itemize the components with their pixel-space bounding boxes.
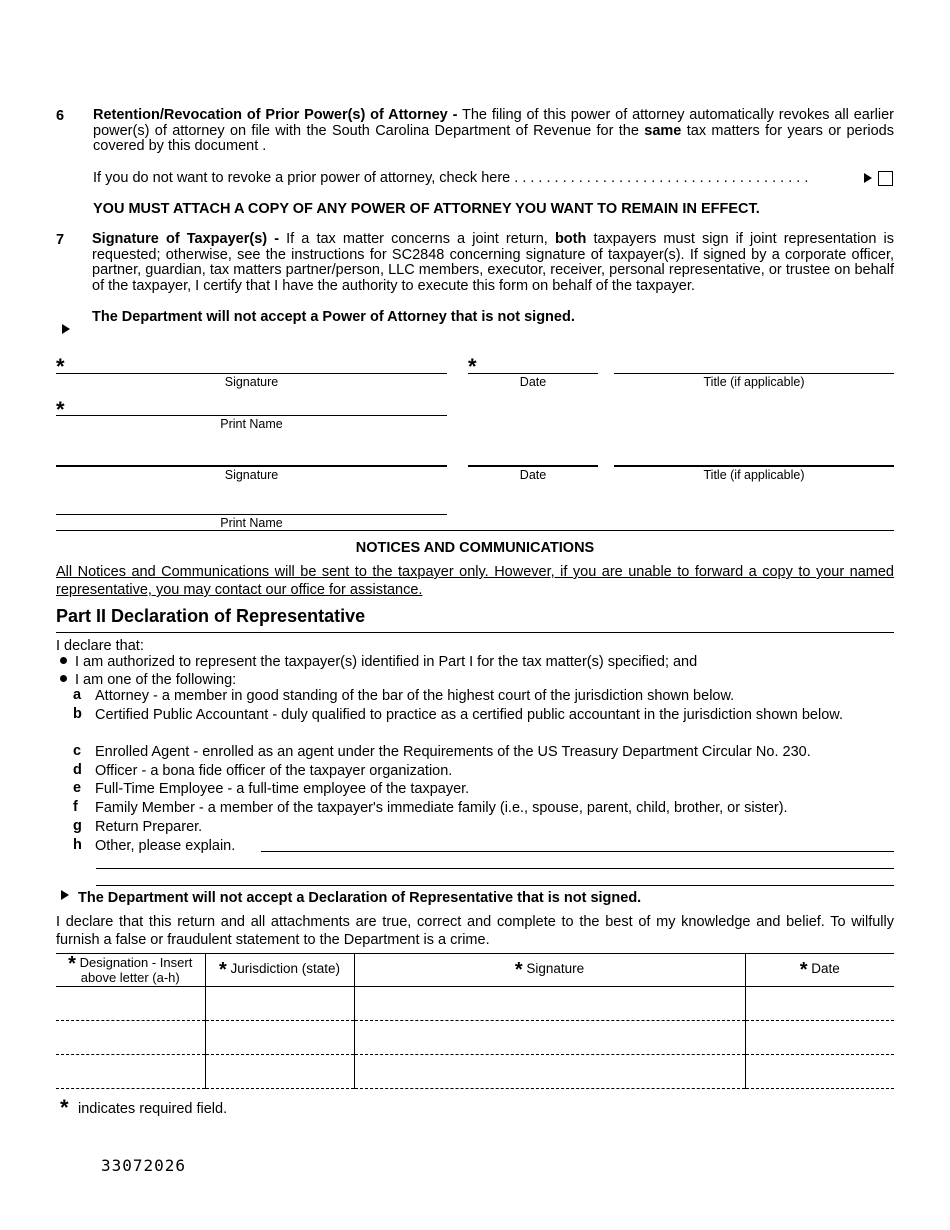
arrow-right-icon	[62, 324, 70, 334]
designation-header: * Designation - Insert above letter (a-h)	[56, 954, 205, 987]
date-cell[interactable]	[745, 1021, 894, 1055]
revoke-checkbox-label: If you do not want to revoke a prior power of attorney, check here . . . . . . . . . . . . . . . . . . . . . . . . . . . . . . . . . . . . .	[93, 170, 809, 186]
signature-1-line[interactable]	[56, 373, 447, 374]
jurisdiction-cell[interactable]	[205, 1055, 354, 1089]
signature-caption: Signature	[224, 468, 279, 482]
option-c-text: Enrolled Agent - enrolled as an agent under the Requirements of the US Treasury Department Circular No. 230.	[95, 744, 811, 760]
date-1-line[interactable]	[468, 373, 598, 374]
date-2-line[interactable]	[468, 465, 598, 467]
explain-line-3[interactable]	[96, 885, 894, 886]
declare-intro: I declare that:	[56, 638, 144, 654]
jurisdiction-cell[interactable]	[205, 1021, 354, 1055]
option-g-text: Return Preparer.	[95, 819, 203, 835]
designation-cell[interactable]	[56, 1055, 205, 1089]
section-7-number: 7	[56, 232, 65, 248]
option-b-letter: b	[73, 706, 82, 722]
date-caption: Date	[519, 375, 547, 389]
option-f-text: Family Member - a member of the taxpayer's immediate family (i.e., spouse, parent, child, brother, or sister).	[95, 800, 788, 816]
option-f-letter: f	[73, 799, 78, 815]
table-row	[56, 1021, 894, 1055]
option-d-letter: d	[73, 762, 82, 778]
print-name-2-line[interactable]	[56, 514, 447, 515]
notices-heading: NOTICES AND COMMUNICATIONS	[355, 540, 595, 556]
option-a-letter: a	[73, 687, 82, 703]
signature-cell[interactable]	[354, 1021, 745, 1055]
section-6-title: Retention/Revocation of Prior Power(s) of Attorney -	[93, 107, 458, 123]
option-e-text: Full-Time Employee - a full-time employee of the taxpayer.	[95, 781, 470, 797]
part-2-heading: Part II Declaration of Representative	[56, 606, 366, 626]
print-name-caption: Print Name	[220, 516, 283, 530]
table-row	[56, 987, 894, 1021]
required-field-note: indicates required field.	[78, 1101, 228, 1117]
signature-cell[interactable]	[354, 1055, 745, 1089]
required-asterisk: *	[56, 397, 65, 422]
date-caption: Date	[519, 468, 547, 482]
declaration-bullet-2: I am one of the following:	[75, 672, 237, 688]
explain-line-1[interactable]	[261, 851, 894, 852]
table-row	[56, 1055, 894, 1089]
explain-line-2[interactable]	[96, 868, 894, 869]
form-code: 33072026	[101, 1156, 187, 1175]
declaration-signature-warning: The Department will not accept a Declaration of Representative that is not signed.	[78, 890, 642, 906]
section-7-paragraph: Signature of Taxpayer(s) - If a tax matter concerns a joint return, both taxpayers must sign if joint representation is requested; otherwise, see the instructions for SC2848 concerning signature of taxpayer(s). If signed by a corporate officer, partner, guardian, tax matters partner/person, LLC members, executor, receiver, personal representative, or trustee on behalf of the taxpayer, I certify that I have the authority to execute this form on behalf of the taxpayer.	[92, 231, 895, 294]
representative-table	[56, 953, 894, 1089]
section-6-paragraph: Retention/Revocation of Prior Power(s) of Attorney - The filing of this power of attorney automatically revokes all earlier power(s) of attorney on file with the South Carolina Department of Revenue for the same tax matters for years or periods covered by this document .	[93, 107, 894, 154]
signature-header: * Signature	[354, 954, 745, 987]
required-asterisk: *	[60, 1095, 69, 1120]
print-name-caption: Print Name	[220, 417, 283, 431]
perjury-statement: I declare that this return and all attachments are true, correct and complete to the best of my knowledge and belief. To wilfully furnish a false or fraudulent statement to the Department is a crime.	[56, 914, 894, 948]
date-cell[interactable]	[745, 987, 894, 1021]
designation-cell[interactable]	[56, 1021, 205, 1055]
jurisdiction-header: * Jurisdiction (state)	[205, 954, 354, 987]
revoke-checkbox[interactable]	[878, 171, 893, 186]
designation-cell[interactable]	[56, 987, 205, 1021]
required-asterisk: *	[56, 354, 65, 379]
section-7-title: Signature of Taxpayer(s) -	[92, 231, 280, 247]
arrow-right-icon	[61, 890, 69, 900]
title-2-line[interactable]	[614, 465, 894, 467]
signature-caption: Signature	[224, 375, 279, 389]
date-cell[interactable]	[745, 1055, 894, 1089]
option-g-letter: g	[73, 818, 82, 834]
part-2-divider	[56, 632, 894, 633]
option-h-letter: h	[73, 837, 82, 853]
option-d-text: Officer - a bona fide officer of the taxpayer organization.	[95, 763, 453, 779]
poa-signature-warning: The Department will not accept a Power of Attorney that is not signed.	[92, 309, 575, 325]
signature-cell[interactable]	[354, 987, 745, 1021]
attach-notice: YOU MUST ATTACH A COPY OF ANY POWER OF ATTORNEY YOU WANT TO REMAIN IN EFFECT.	[93, 201, 760, 217]
arrow-right-icon	[864, 173, 872, 183]
date-header: * Date	[745, 954, 894, 987]
option-e-letter: e	[73, 780, 82, 796]
bullet-icon	[60, 657, 67, 664]
jurisdiction-cell[interactable]	[205, 987, 354, 1021]
section-6-number: 6	[56, 108, 65, 124]
signature-2-line[interactable]	[56, 465, 447, 467]
print-name-1-line[interactable]	[56, 415, 447, 416]
title-caption: Title (if applicable)	[703, 375, 805, 389]
notices-text: All Notices and Communications will be sent to the taxpayer only. However, if you are unable to forward a copy to your named representative, you may contact our office for assistance.	[56, 564, 894, 598]
title-1-line[interactable]	[614, 373, 894, 374]
option-b-text: Certified Public Accountant - duly qualified to practice as a certified public accountant in the jurisdiction shown below.	[95, 707, 843, 723]
required-asterisk: *	[468, 354, 477, 379]
option-h-text: Other, please explain.	[95, 838, 236, 854]
option-a-text: Attorney - a member in good standing of the bar of the highest court of the jurisdiction shown below.	[95, 688, 735, 704]
declaration-bullet-1: I am authorized to represent the taxpayer(s) identified in Part I for the tax matter(s) specified; and	[75, 654, 698, 670]
option-c-letter: c	[73, 743, 82, 759]
section-divider	[56, 530, 894, 531]
title-caption: Title (if applicable)	[703, 468, 805, 482]
bullet-icon	[60, 675, 67, 682]
